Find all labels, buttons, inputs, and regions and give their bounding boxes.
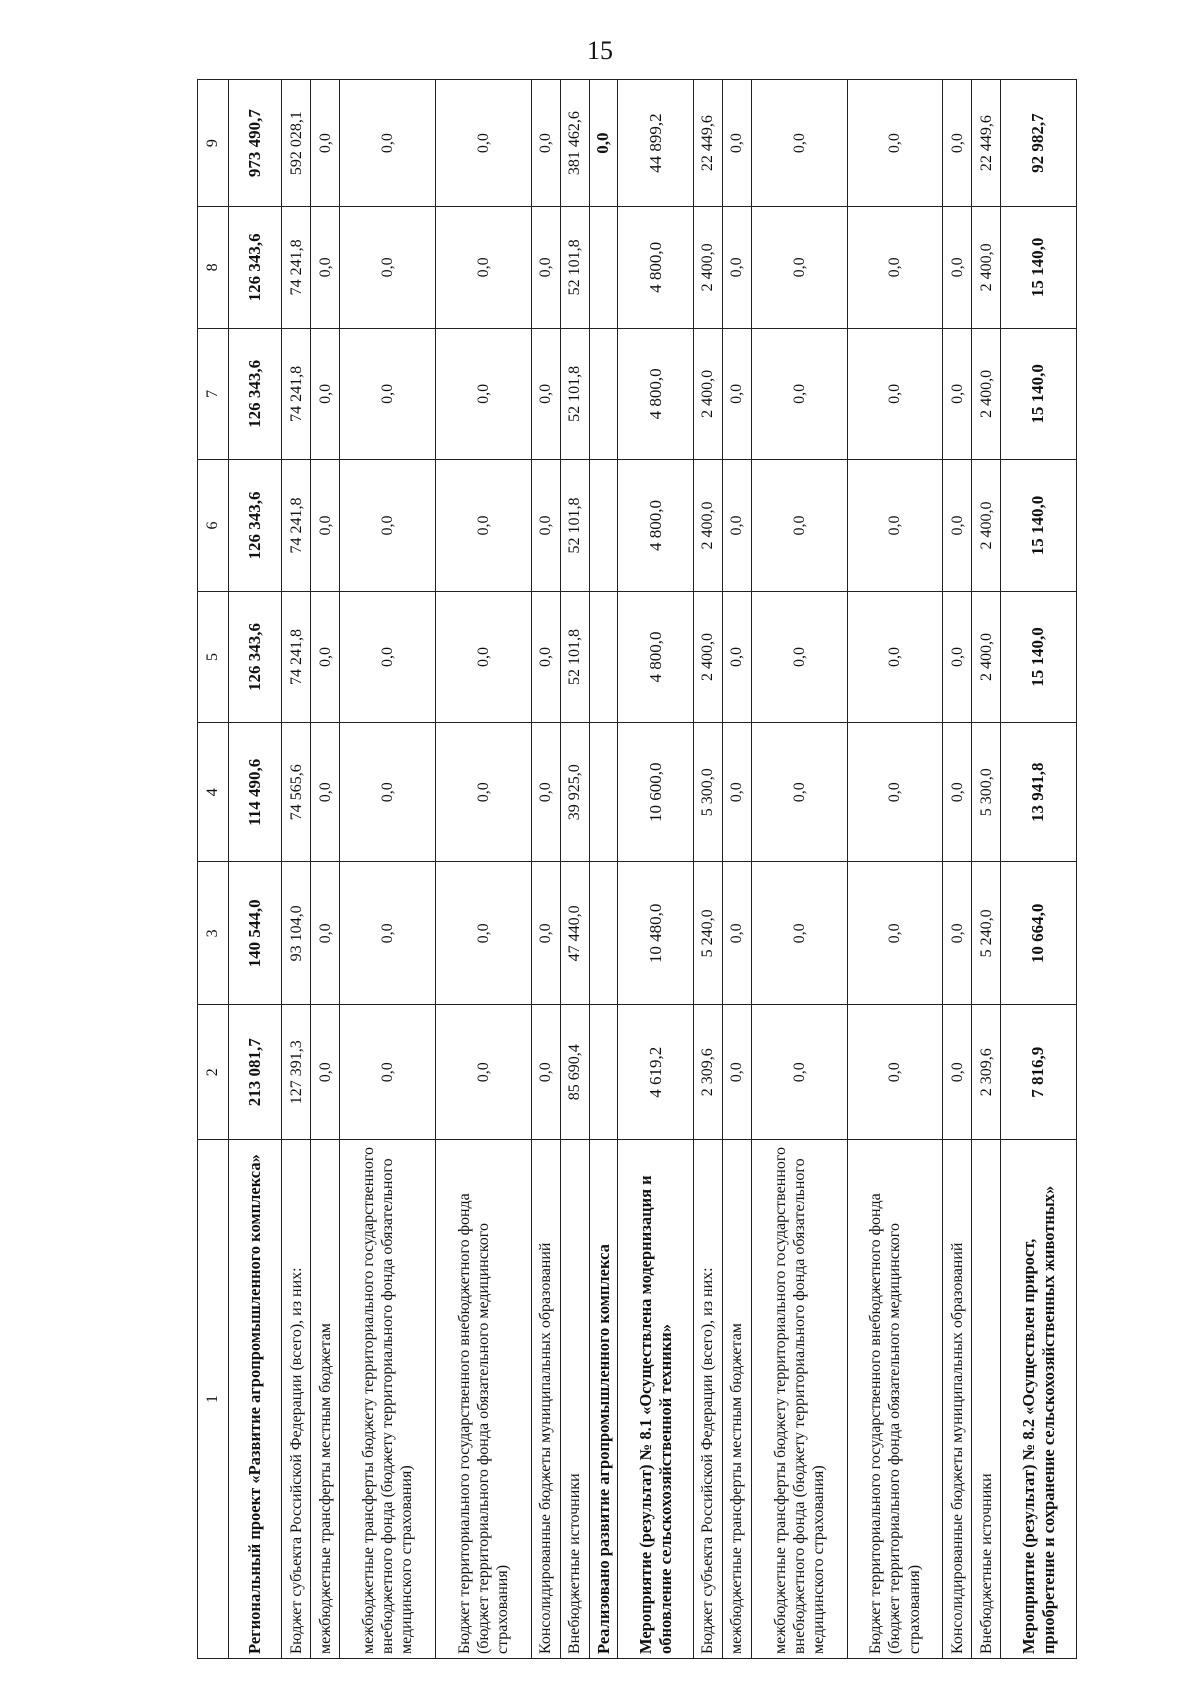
row-label: межбюджетные трансферты бюджету территориального государственного внебюджетного фонда (бюджету территориального фонда обязательного медицинского страхования) [751,1139,847,1658]
table-cell: 127 391,3 [282,1005,311,1140]
table-cell: 10 664,0 [1001,862,1077,1005]
table-cell: 0,0 [311,207,340,328]
table-cell: 126 343,6 [229,328,282,460]
table-cell: 0,0 [943,862,972,1005]
table-cell: 10 480,0 [618,862,694,1005]
column-header: 4 [198,723,229,862]
table-cell: 0,0 [943,460,972,592]
table-cell [589,328,618,460]
table-cell: 0,0 [311,591,340,723]
table-cell: 140 544,0 [229,862,282,1005]
table-cell: 93 104,0 [282,862,311,1005]
table-cell: 74 241,8 [282,460,311,592]
table-cell: 126 343,6 [229,460,282,592]
table-cell: 0,0 [311,723,340,862]
table-cell: 0,0 [531,862,560,1005]
row-label: Консолидированные бюджеты муниципальных образований [943,1139,972,1658]
table-cell: 0,0 [723,207,752,328]
page-number: 15 [587,36,613,65]
table-cell: 4 800,0 [618,328,694,460]
row-label: межбюджетные трансферты местным бюджетам [723,1139,752,1658]
table-cell: 0,0 [435,591,531,723]
table-cell: 0,0 [751,591,847,723]
table-cell: 74 241,8 [282,207,311,328]
column-header: 2 [198,1005,229,1140]
table-row [531,80,560,1659]
table-cell: 47 440,0 [560,862,589,1005]
table-row [723,80,752,1659]
table-cell: 52 101,8 [560,460,589,592]
column-header: 6 [198,460,229,592]
table-cell: 0,0 [723,723,752,862]
table-cell: 2 400,0 [972,328,1001,460]
table-cell: 2 400,0 [694,207,723,328]
row-label: Бюджет территориального государственного внебюджетного фонда (бюджет территориального фонда обязательного медицинского страхования) [435,1139,531,1658]
table-cell: 114 490,6 [229,723,282,862]
table-cell: 0,0 [435,1005,531,1140]
table-cell: 0,0 [847,723,943,862]
table-cell: 0,0 [435,207,531,328]
row-label: Внебюджетные источники [560,1139,589,1658]
table-cell: 381 462,6 [560,80,589,207]
table-cell: 2 309,6 [972,1005,1001,1140]
row-label: Мероприятие (результат) № 8.1 «Осуществлена модернизация и обновление сельскохозяйственной техники» [618,1139,694,1658]
table-cell: 0,0 [751,80,847,207]
table-cell: 0,0 [751,207,847,328]
table-row [972,80,1001,1659]
table-cell: 0,0 [943,80,972,207]
table-row [311,80,340,1659]
table-cell: 2 400,0 [694,460,723,592]
table-cell [589,862,618,1005]
table-cell: 973 490,7 [229,80,282,207]
table-cell: 0,0 [847,207,943,328]
table-cell: 0,0 [589,80,618,207]
table-cell: 0,0 [435,80,531,207]
table-row [1001,80,1077,1659]
table-cell [589,723,618,862]
table-cell: 0,0 [943,1005,972,1140]
table-cell: 0,0 [943,591,972,723]
table-row [618,80,694,1659]
table-cell: 4 619,2 [618,1005,694,1140]
table-cell: 0,0 [531,723,560,862]
table-cell: 0,0 [531,460,560,592]
table-cell: 0,0 [435,328,531,460]
table-cell: 0,0 [531,591,560,723]
table-cell: 0,0 [340,1005,436,1140]
table-cell: 0,0 [751,460,847,592]
table-row [943,80,972,1659]
table-cell: 2 400,0 [972,591,1001,723]
column-header: 7 [198,328,229,460]
table-cell: 0,0 [723,1005,752,1140]
table-cell: 5 240,0 [972,862,1001,1005]
table-cell: 4 800,0 [618,207,694,328]
table-cell: 213 081,7 [229,1005,282,1140]
budget-table [197,79,1077,1659]
table-cell: 0,0 [531,328,560,460]
column-header: 5 [198,591,229,723]
table-cell [589,207,618,328]
table-cell: 4 800,0 [618,591,694,723]
table-cell: 0,0 [723,460,752,592]
table-cell: 5 300,0 [694,723,723,862]
table-cell: 15 140,0 [1001,207,1077,328]
table-row [751,80,847,1659]
table-body [229,80,1077,1659]
table-cell: 126 343,6 [229,207,282,328]
column-header: 1 [198,1139,229,1658]
row-label: межбюджетные трансферты местным бюджетам [311,1139,340,1658]
table-cell: 0,0 [751,1005,847,1140]
table-cell: 0,0 [531,1005,560,1140]
table-cell: 0,0 [435,723,531,862]
row-label: Региональный проект «Развитие агропромышленного комплекса» [229,1139,282,1658]
table-cell: 0,0 [340,460,436,592]
table-cell: 0,0 [435,862,531,1005]
table-row [589,80,618,1659]
table-cell: 0,0 [943,328,972,460]
table-cell: 10 600,0 [618,723,694,862]
table-cell: 85 690,4 [560,1005,589,1140]
column-header: 8 [198,207,229,328]
table-cell: 0,0 [751,862,847,1005]
table-row [229,80,282,1659]
table-row [694,80,723,1659]
table-cell: 5 240,0 [694,862,723,1005]
table-cell: 0,0 [723,328,752,460]
table-cell: 52 101,8 [560,591,589,723]
table-cell: 0,0 [847,80,943,207]
table-row [560,80,589,1659]
table-cell: 15 140,0 [1001,460,1077,592]
table-cell: 126 343,6 [229,591,282,723]
table-cell: 22 449,6 [694,80,723,207]
table-cell: 22 449,6 [972,80,1001,207]
table-cell: 5 300,0 [972,723,1001,862]
table-cell: 0,0 [943,723,972,862]
row-label: Бюджет территориального государственного внебюджетного фонда (бюджет территориального фонда обязательного медицинского страхования) [847,1139,943,1658]
table-cell: 2 400,0 [972,460,1001,592]
table-row [282,80,311,1659]
table-cell: 0,0 [847,862,943,1005]
table-cell: 0,0 [723,80,752,207]
table-cell: 2 309,6 [694,1005,723,1140]
table-cell [589,591,618,723]
table-cell: 0,0 [723,591,752,723]
table-cell: 52 101,8 [560,328,589,460]
table-cell: 0,0 [340,207,436,328]
table-row [340,80,436,1659]
table-cell: 4 800,0 [618,460,694,592]
row-label: Консолидированные бюджеты муниципальных образований [531,1139,560,1658]
table-cell: 0,0 [847,591,943,723]
table-cell: 0,0 [340,723,436,862]
table-cell: 0,0 [340,328,436,460]
row-label: межбюджетные трансферты бюджету территориального государственного внебюджетного фонда (бюджету территориального фонда обязательного медицинского страхования) [340,1139,436,1658]
table-cell: 0,0 [751,328,847,460]
table-cell: 92 982,7 [1001,80,1077,207]
table-cell: 44 899,2 [618,80,694,207]
row-label: Внебюджетные источники [972,1139,1001,1658]
table-cell: 0,0 [340,862,436,1005]
table-cell: 0,0 [340,80,436,207]
rotated-table-container [197,79,1077,1659]
table-cell [589,1005,618,1140]
row-label: Бюджет субъекта Российской Федерации (всего), из них: [694,1139,723,1658]
row-label: Реализовано развитие агропромышленного комплекса [589,1139,618,1658]
table-cell: 0,0 [311,862,340,1005]
table-cell: 0,0 [531,207,560,328]
table-row [435,80,531,1659]
table-cell: 0,0 [311,328,340,460]
header-row [198,80,229,1659]
table-cell: 0,0 [847,460,943,592]
row-label: Мероприятие (результат) № 8.2 «Осуществлен прирост, приобретение и сохранение сельскохозяйственных животных» [1001,1139,1077,1658]
table-cell: 0,0 [723,862,752,1005]
table-cell: 0,0 [847,328,943,460]
table-cell: 39 925,0 [560,723,589,862]
table-cell: 0,0 [943,207,972,328]
table-cell: 0,0 [531,80,560,207]
table-cell: 2 400,0 [972,207,1001,328]
table-cell: 0,0 [311,1005,340,1140]
table-cell [589,460,618,592]
table-cell: 74 565,6 [282,723,311,862]
table-cell: 0,0 [340,591,436,723]
row-label: Бюджет субъекта Российской Федерации (всего), из них: [282,1139,311,1658]
table-cell: 2 400,0 [694,591,723,723]
column-header: 9 [198,80,229,207]
table-cell: 74 241,8 [282,591,311,723]
table-cell: 15 140,0 [1001,328,1077,460]
column-header: 3 [198,862,229,1005]
table-cell: 0,0 [311,460,340,592]
table-cell: 0,0 [435,460,531,592]
table-cell: 2 400,0 [694,328,723,460]
table-row [847,80,943,1659]
table-cell: 592 028,1 [282,80,311,207]
table-cell: 74 241,8 [282,328,311,460]
table-cell: 52 101,8 [560,207,589,328]
table-cell: 0,0 [847,1005,943,1140]
table-cell: 13 941,8 [1001,723,1077,862]
table-cell: 0,0 [311,80,340,207]
table-cell: 15 140,0 [1001,591,1077,723]
table-cell: 0,0 [751,723,847,862]
table-cell: 7 816,9 [1001,1005,1077,1140]
